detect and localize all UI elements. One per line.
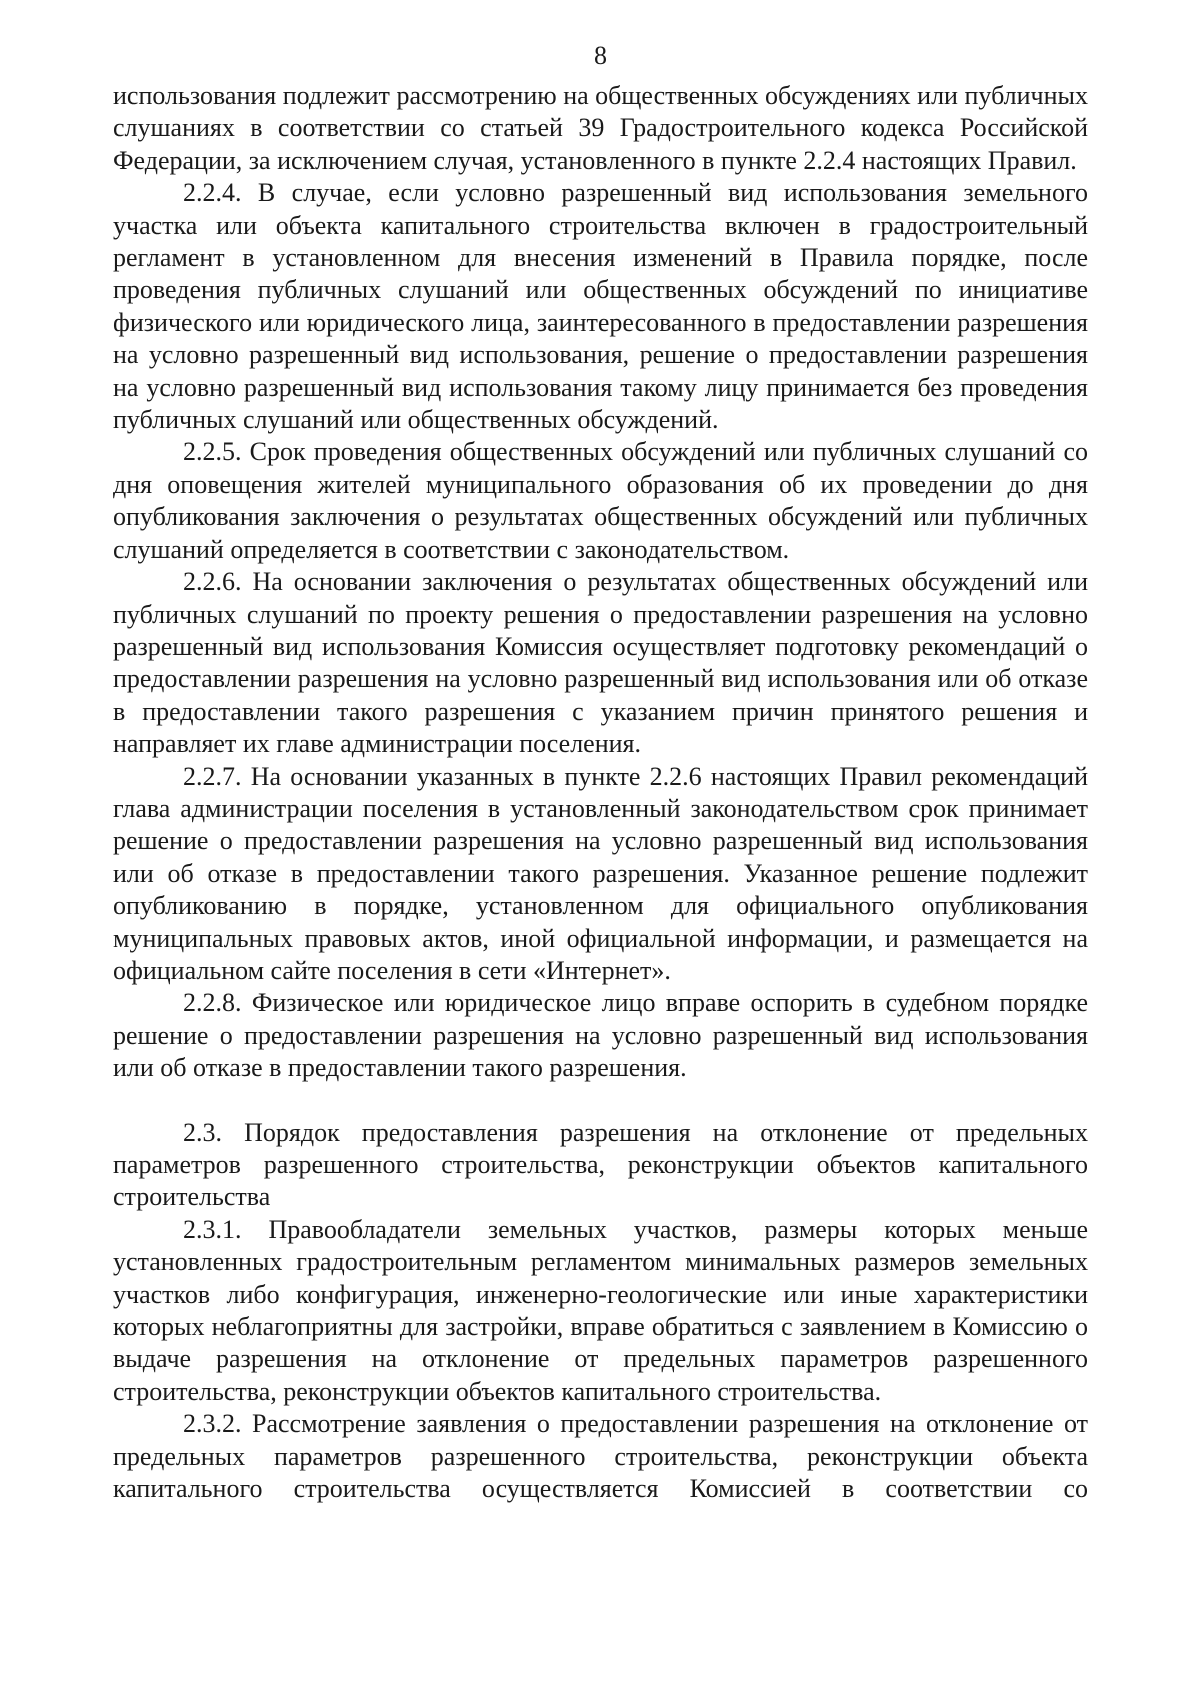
paragraph-2-2-6: 2.2.6. На основании заключения о результатах общественных обсуждений или публичных слушаний по проекту решения о предоставлении разрешения на условно разрешенный вид использования Комиссия осуществляет подготовку рекомендаций о предоставлении разрешения на условно разрешенный вид использования или об отказе в предоставлении такого разрешения с указанием причин принятого решения и направляет их главе администрации поселения.: [113, 567, 1088, 759]
paragraph-2-2-8: 2.2.8. Физическое или юридическое лицо вправе оспорить в судебном порядке решение о предоставлении разрешения на условно разрешенный вид использования или об отказе в предоставлении такого разрешения.: [113, 988, 1088, 1083]
paragraph-2-2-7: 2.2.7. На основании указанных в пункте 2.2.6 настоящих Правил рекомендаций глава администрации поселения в установленный законодательством срок принимает решение о предоставлении разрешения на условно разрешенный вид использования или об отказе в предоставлении такого разрешения. Указанное решение подлежит опубликованию в порядке, установленном для официального опубликования муниципальных правовых актов, иной официальной информации, и размещается на официальном сайте поселения в сети «Интернет».: [113, 761, 1088, 985]
section-gap: [113, 1085, 1088, 1117]
page-number: 8: [594, 41, 607, 70]
paragraph-2-3-1: 2.3.1. Правообладатели земельных участков, размеры которых меньше установленных градостроительным регламентом минимальных размеров земельных участков либо конфигурация, инженерно-геологические или иные характеристики которых неблагоприятны для застройки, вправе обратиться с заявлением в Комиссию о выдаче разрешения на отклонение от предельных параметров разрешенного строительства, реконструкции объектов капитального строительства.: [113, 1214, 1088, 1406]
paragraph-2-3-2: 2.3.2. Рассмотрение заявления о предоставлении разрешения на отклонение от предельных параметров разрешенного строительства, реконструкции объекта капитального строительства осуществляется Комиссией в соответствии со: [113, 1409, 1088, 1504]
document-page: [113, 40, 1088, 1505]
paragraph-2-2-4: 2.2.4. В случае, если условно разрешенный вид использования земельного участка или объекта капитального строительства включен в градостроительный регламент в установленном для внесения изменений в Правила порядке, после проведения публичных слушаний или общественных обсуждений по инициативе физического или юридического лица, заинтересованного в предоставлении разрешения на условно разрешенный вид использования, решение о предоставлении разрешения на условно разрешенный вид использования такому лицу принимается без проведения публичных слушаний или общественных обсуждений.: [113, 178, 1088, 435]
section-heading-2-3: 2.3. Порядок предоставления разрешения на отклонение от предельных параметров разрешенного строительства, реконструкции объектов капитального строительства: [113, 1117, 1088, 1212]
paragraph-2-2-5: 2.2.5. Срок проведения общественных обсуждений или публичных слушаний со дня оповещения жителей муниципального образования об их проведении до дня опубликования заключения о результатах общественных обсуждений или публичных слушаний определяется в соответствии с законодательством.: [113, 437, 1088, 564]
paragraph-continuation: использования подлежит рассмотрению на общественных обсуждениях или публичных слушаниях в соответствии со статьей 39 Градостроительного кодекса Российской Федерации, за исключением случая, установленного в пункте 2.2.4 настоящих Правил.: [113, 81, 1088, 175]
